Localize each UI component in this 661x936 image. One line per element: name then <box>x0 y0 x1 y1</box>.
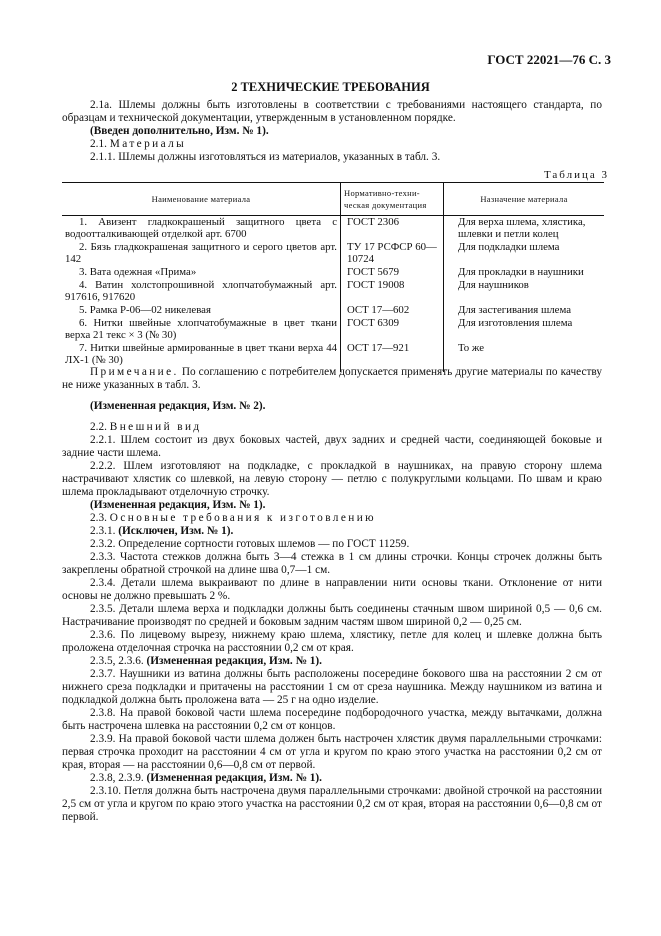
table-row <box>62 216 604 242</box>
table-caption: Таблица 3 <box>543 169 609 181</box>
table-cell-material: 1. Авизент гладкокрашеный защитного цвета с водоотталкивающей отделкой арт. 6700 <box>62 216 341 242</box>
paragraph-2-2-edit: (Измененная редакция, Изм. № 1). <box>90 499 266 511</box>
table-row <box>62 317 604 342</box>
table-cell-purpose: Для подкладки шлема <box>458 241 560 253</box>
table-row <box>62 279 604 304</box>
paragraph-2-3-5-6-text: (Измененная редакция, Изм. № 1). <box>146 655 322 667</box>
table-note <box>62 366 602 392</box>
paragraph-2-3-8-9-edit <box>62 772 602 785</box>
table-header-purpose: Назначение материала <box>444 183 605 216</box>
paragraph-2-3-7: 2.3.7. Наушники из ватина должны быть расположены посередине бокового шва на расстоянии 2 см от нижнего среза подкладки и притачены на расстоянии 1 см от среза наушника. Между наушником из ватина и подкладкой должна быть проложена вата — 25 г на одно изделие. <box>62 668 602 706</box>
table-cell-material: 3. Вата одежная «Прима» <box>62 266 341 279</box>
table-row <box>62 266 604 279</box>
paragraph-2-3-6: 2.3.6. По лицевому вырезу, нижнему краю шлема, хлястику, петле для колец и шлевке должна быть проложена отделочная строчка на расстоянии 0,2 см от края. <box>62 629 602 654</box>
paragraph-2-3-2: 2.3.2. Определение сортности готовых шлемов — по ГОСТ 11259. <box>90 538 410 550</box>
table-cell-purpose: Для верха шлема, хлястика, шлевки и петли колец <box>458 216 586 240</box>
note-label: Примечание. <box>90 366 179 378</box>
table-header-row <box>62 183 604 216</box>
paragraph-2-3-8-9-text: (Измененная редакция, Изм. № 1). <box>146 772 322 784</box>
paragraph-2-1-title: Материалы <box>109 138 187 150</box>
table-cell-normative-doc: ОСТ 17—921 <box>341 342 444 372</box>
table-cell-normative-doc: ГОСТ 19008 <box>341 279 444 304</box>
table-cell-material: 2. Бязь гладкокрашеная защитного и серого цветов арт. 142 <box>62 241 341 266</box>
paragraph-2-3-9: 2.3.9. На правой боковой части шлема должен быть настрочен хлястик двумя параллельными строчками: первая строчка проходит на расстоянии 4 см от угла и кругом по краю этого участка на расстоянии 0,2 см от края, вторая — на расстоянии 0,6—0,8 см от первой. <box>62 733 602 771</box>
table-cell-material: 6. Нитки швейные хлопчатобумажные в цвет ткани верха 21 текс × 3 (№ 30) <box>62 317 341 342</box>
main-block <box>62 421 602 824</box>
materials-table <box>62 182 604 372</box>
paragraph-2-1a: 2.1а. Шлемы должны быть изготовлены в соответствии с требованиями настоящего стандарта, по образцам и технической документации, утвержденным в установленном порядке. <box>62 99 602 124</box>
paragraph-2-3-title: Основные требования к изготовлению <box>109 512 376 524</box>
intro-block <box>62 99 602 164</box>
paragraph-2-3-10: 2.3.10. Петля должна быть настрочена двумя параллельными строчками: двойной строчкой на расстоянии 2,5 см от угла и кругом по краю этого участка на расстоянии 0,2 см от края, вторая на расстоянии 0,6—0,8 см от первой. <box>62 785 602 823</box>
paragraph-2-3-heading <box>62 512 602 525</box>
table-cell-normative-doc: ГОСТ 5679 <box>341 266 444 279</box>
paragraph-2-3-3: 2.3.3. Частота стежков должна быть 3—4 стежка в 1 см длины строчки. Концы строчек должны быть закреплены обратной строчкой на длине шва 0,7—1 см. <box>62 551 602 576</box>
table-cell-material: 5. Рамка Р-06—02 никелевая <box>62 304 341 317</box>
paragraph-2-3-8-9-number: 2.3.8, 2.3.9. <box>90 772 144 784</box>
table-cell-purpose: Для застегивания шлема <box>458 304 571 316</box>
table-header-material: Наименование материала <box>62 183 341 216</box>
paragraph-2-3-4: 2.3.4. Детали шлема выкраивают по длине в направлении нити основы ткани. Отклонение от нити основы не должно превышать 2 %. <box>62 577 602 602</box>
table-cell-material: 7. Нитки швейные армированные в цвет ткани верха 44 ЛХ-1 (№ 30) <box>62 342 341 372</box>
table-cell-normative-doc: ГОСТ 6309 <box>341 317 444 342</box>
paragraph-2-2-1: 2.2.1. Шлем состоит из двух боковых частей, двух задних и средней части, соединяющей боковые и задние части шлема. <box>62 434 602 459</box>
paragraph-2-1-number: 2.1. <box>90 138 107 150</box>
table-header-normative-doc: Нормативно-техни-ческая документация <box>341 183 444 216</box>
paragraph-2-2-title: Внешний вид <box>109 421 202 433</box>
table-cell-purpose: Для наушников <box>458 279 529 291</box>
table-cell-purpose: То же <box>458 342 484 354</box>
page-header: ГОСТ 22021—76 С. 3 <box>487 52 611 67</box>
note-edit: (Измененная редакция, Изм. № 2). <box>90 400 266 412</box>
paragraph-2-1a-note: (Введен дополнительно, Изм. № 1). <box>90 125 269 137</box>
paragraph-2-3-5-6-number: 2.3.5, 2.3.6. <box>90 655 144 667</box>
section-title: 2 ТЕХНИЧЕСКИЕ ТРЕБОВАНИЯ <box>231 80 430 94</box>
paragraph-2-3-1-number: 2.3.1. <box>90 525 116 537</box>
paragraph-2-3-1-text: (Исключен, Изм. № 1). <box>118 525 234 537</box>
paragraph-2-1-heading <box>62 138 602 151</box>
paragraph-2-1-1: 2.1.1. Шлемы должны изготовляться из материалов, указанных в табл. 3. <box>90 151 441 163</box>
table-cell-purpose: Для изготовления шлема <box>458 317 573 329</box>
table-row <box>62 304 604 317</box>
paragraph-2-2-heading <box>62 421 602 434</box>
note-text: По соглашению с потребителем допускается применять другие материалы по качеству не ниже указанных в табл. 3. <box>62 366 602 391</box>
table-cell-material: 4. Ватин холстопрошивной хлопчатобумажный арт. 917616, 917620 <box>62 279 341 304</box>
table-row <box>62 241 604 266</box>
paragraph-2-3-1 <box>62 525 602 538</box>
table-cell-purpose: Для прокладки в наушники <box>458 266 584 278</box>
table-cell-normative-doc: ОСТ 17—602 <box>341 304 444 317</box>
table-cell-normative-doc: ТУ 17 РСФСР 60—10724 <box>341 241 444 266</box>
note-block <box>62 366 602 413</box>
paragraph-2-3-8: 2.3.8. На правой боковой части шлема посередине подбородочного участка, между вытачками, должна быть настрочена шлевка на расстоянии 0,2 см от концов. <box>62 707 602 732</box>
paragraph-2-2-number: 2.2. <box>90 421 107 433</box>
paragraph-2-3-5: 2.3.5. Детали шлема верха и подкладки должны быть соединены стачным швом шириной 0,5 — 0,6 см. Настрачивание производят по средней и боковым задним частям швом шириной 0,2 — 0,25 см. <box>62 603 602 628</box>
paragraph-2-2-2: 2.2.2. Шлем изготовляют на подкладке, с прокладкой в наушниках, на правую сторону шлема настрачивают хлястик со шлевкой, на левую сторону — петлю с полукруглыми кольцами. По швам и краю шлема прокладывают отделочную строчку. <box>62 460 602 498</box>
paragraph-2-3-number: 2.3. <box>90 512 107 524</box>
paragraph-2-3-5-6-edit <box>62 655 602 668</box>
table-cell-normative-doc: ГОСТ 2306 <box>341 216 444 242</box>
